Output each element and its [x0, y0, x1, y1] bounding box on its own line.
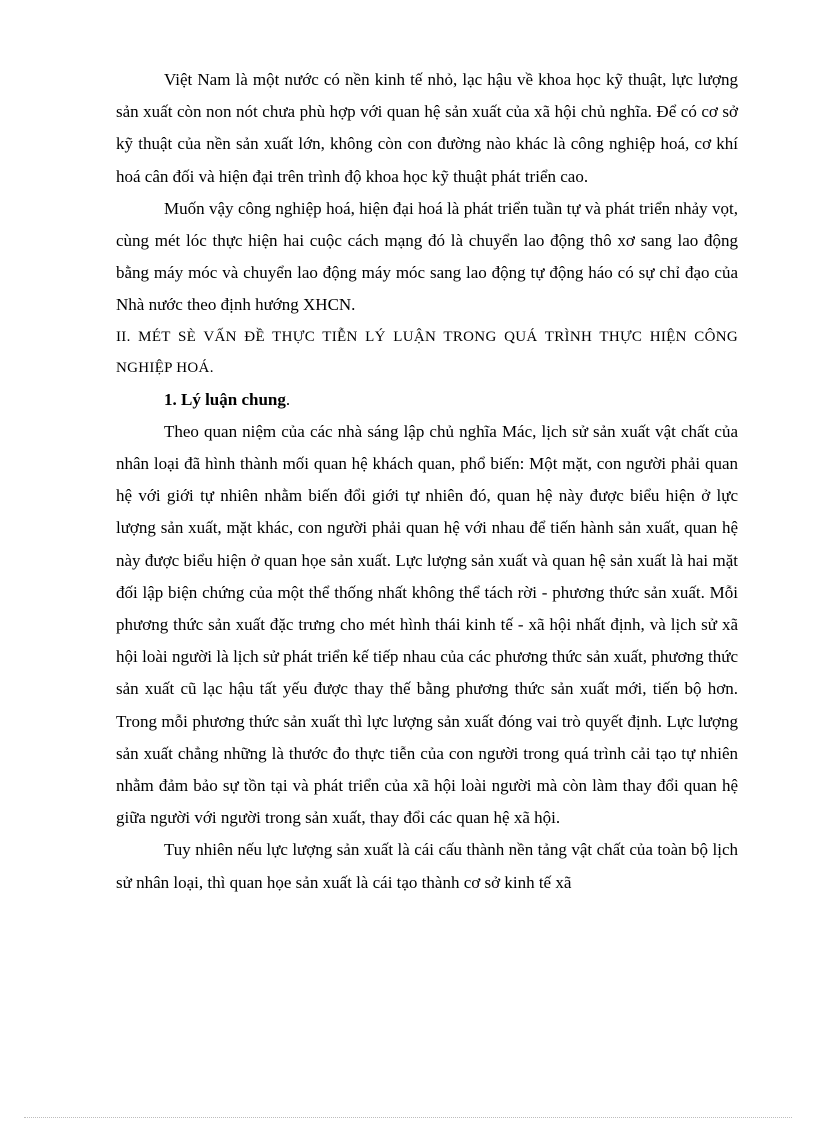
page-bottom-divider: [24, 1117, 792, 1118]
section-heading: II. MÉT SÈ VẤN ĐỀ THỰC TIỄN LÝ LUẬN TRONG QUÁ TRÌNH THỰC HIỆN CÔNG NGHIỆP HOÁ.: [116, 328, 738, 376]
paragraph-marxist-theory: Theo quan niệm của các nhà sáng lập chủ nghĩa Mác, lịch sử sản xuất vật chất của nhân loại đã hình thành mối quan hệ khách quan, phổ biến: Một mặt, con người phải quan hệ với giới tự nhiên nhằm biến đổi giới tự nhiên đó, quan hệ này được biểu hiện ở lực lượng sản xuất, mặt khác, con người phải quan hệ với nhau để tiến hành sản xuất, quan hệ này được biểu hiện ở quan họe sản xuất. Lực lượng sản xuất và quan hệ sản xuất là hai mặt đối lập biện chứng của một thể thống nhất không thể tách rời - phương thức sản xuất. Mỗi phương thức sản xuất đặc trưng cho mét hình thái kinh tế - xã hội nhất định, và lịch sử xã hội loài người là lịch sử phát triển kế tiếp nhau của các phương thức sản xuất, phương thức sản xuất cũ lạc hậu tất yếu được thay thế bằng phương thức sản xuất mới, tiến bộ hơn. Trong mỗi phương thức sản xuất thì lực lượng sản xuất đóng vai trò quyết định. Lực lượng sản xuất chẳng những là thước đo thực tiễn của con người trong quá trình cải tạo tự nhiên nhằm đảm bảo sự tồn tại và phát triển của xã hội loài người mà còn làm thay đổi quan hệ giữa người với người trong sản xuất, thay đổi các quan hệ xã hội.: [116, 421, 738, 828]
subsection-heading-text: 1. Lý luận chung: [164, 389, 286, 409]
document-page: [116, 64, 738, 899]
paragraph-relations-of-production: Tuy nhiên nếu lực lượng sản xuất là cái cấu thành nền tảng vật chất của toàn bộ lịch sử nhân loại, thì quan họe sản xuất là cái tạo thành cơ sở kinh tế xã: [116, 840, 738, 892]
paragraph-industrialization-path: Muốn vậy công nghiệp hoá, hiện đại hoá là phát triển tuần tự và phát triển nhảy vọt, cùng mét lóc thực hiện hai cuộc cách mạng đó là chuyển lao động thô xơ sang lao động bằng máy móc và chuyển lao động máy móc sang lao động tự động háo có sự chỉ đạo của Nhà nước theo định hướng XHCN.: [116, 198, 738, 315]
subsection-heading-period: .: [285, 389, 291, 409]
subsection-heading: [116, 384, 738, 416]
paragraph-vietnam-economy: Việt Nam là một nước có nền kinh tế nhỏ, lạc hậu về khoa học kỹ thuật, lực lượng sản xuất còn non nót chưa phù hợp với quan hệ sản xuất của xã hội chủ nghĩa. Để có cơ sở kỹ thuật của nền sản xuất lớn, không còn con đường nào khác là công nghiệp hoá, cơ khí hoá cân đối và hiện đại trên trình độ khoa học kỹ thuật phát triển cao.: [116, 70, 738, 186]
